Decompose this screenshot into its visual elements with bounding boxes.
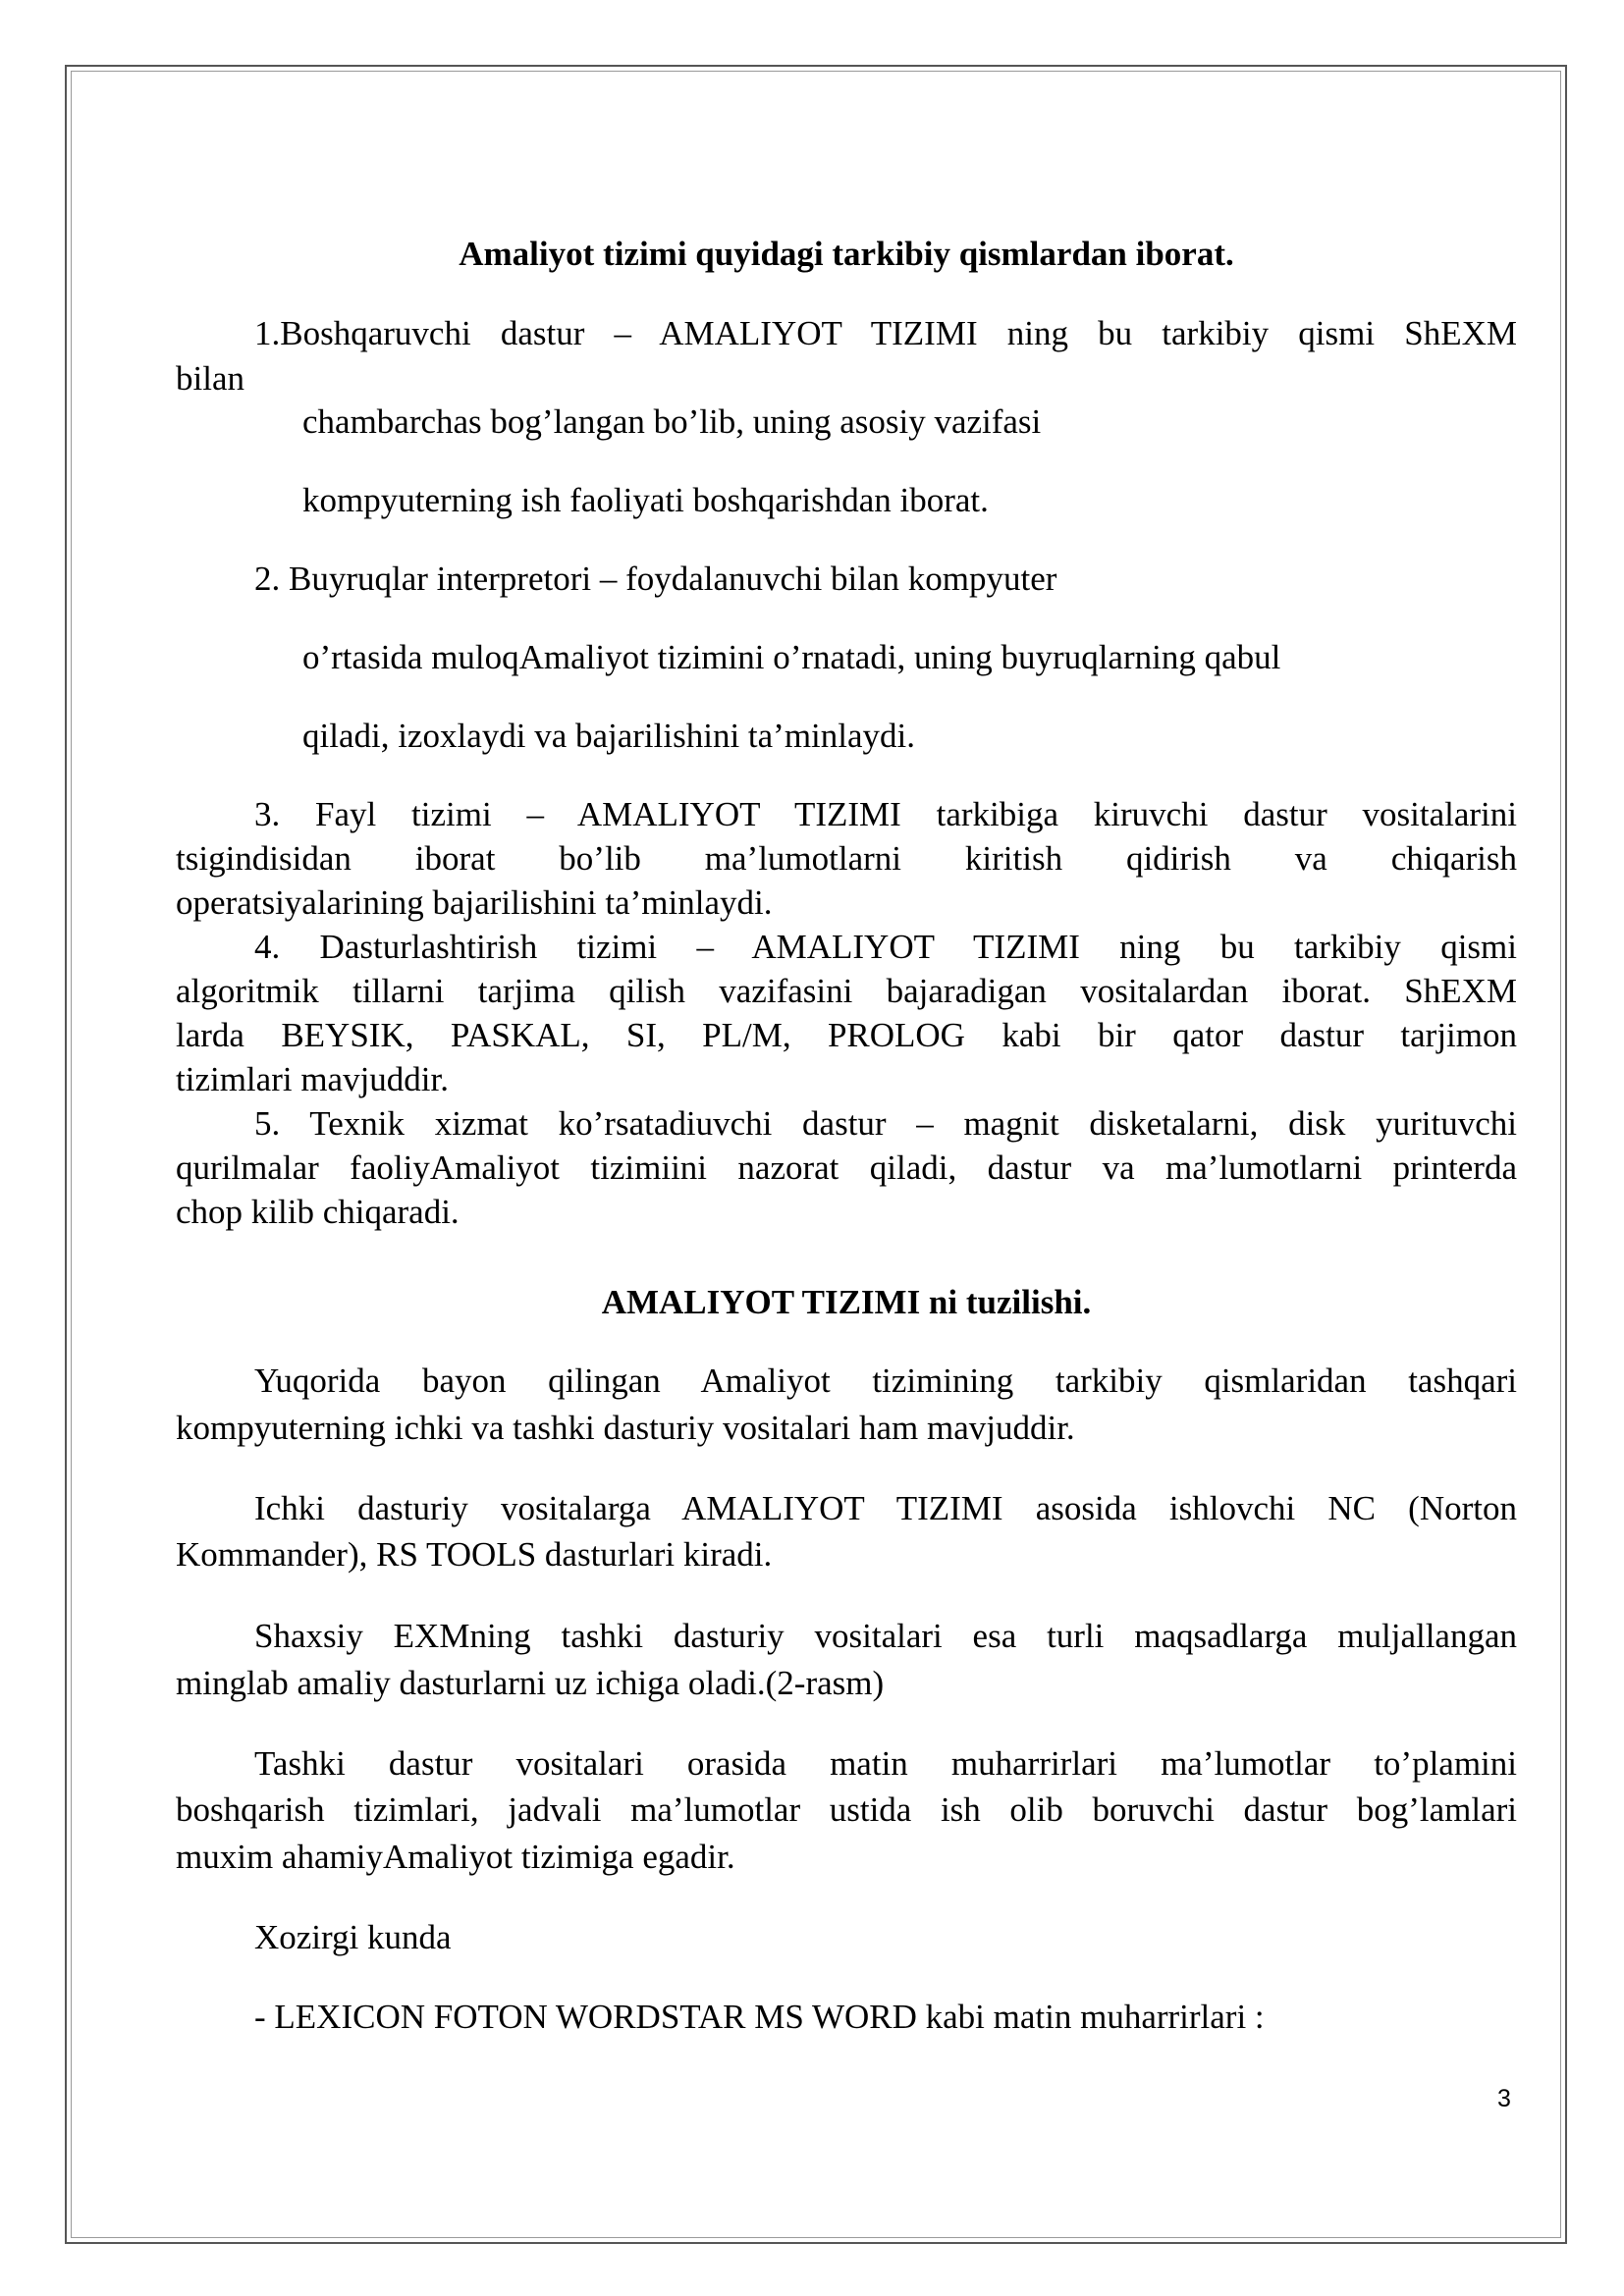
- item3-line1: 3. Fayl tizimi – AMALIYOT TIZIMI tarkibiga kiruvchi dastur vositalarini: [254, 795, 1517, 833]
- para1-line2: kompyuterning ichki va tashki dasturiy vositalari ham mavjuddir.: [176, 1409, 1075, 1447]
- para2-line1: Ichki dasturiy vositalarga AMALIYOT TIZIMI asosida ishlovchi NC (Norton: [254, 1489, 1517, 1527]
- item4-line2: algoritmik tillarni tarjima qilish vazifasini bajaradigan vositalardan iborat. ShEXM: [176, 972, 1517, 1010]
- item1-line3: chambarchas bog’langan bo’lib, uning asosiy vazifasi: [302, 402, 1042, 441]
- para4-line1: Tashki dastur vositalari orasida matin muharrirlari ma’lumotlar to’plamini: [254, 1744, 1517, 1783]
- item1-line4: kompyuterning ish faoliyati boshqarishdan iborat.: [302, 481, 989, 519]
- section-title-components: Amaliyot tizimi quyidagi tarkibiy qismlardan iborat.: [459, 235, 1234, 273]
- para4-line3: muxim ahamiyAmaliyot tizimiga egadir.: [176, 1838, 735, 1876]
- section-title-structure: AMALIYOT TIZIMI ni tuzilishi.: [601, 1283, 1092, 1321]
- item4-line4: tizimlari mavjuddir.: [176, 1060, 450, 1098]
- para5: Xozirgi kunda: [254, 1918, 452, 1956]
- item3-line3: operatsiyalarining bajarilishini ta’minlaydi.: [176, 883, 773, 922]
- item1-line1: 1.Boshqaruvchi dastur – AMALIYOT TIZIMI ning bu tarkibiy qismi ShEXM: [254, 314, 1517, 352]
- item2-line3: qiladi, izoxlaydi va bajarilishini ta’minlaydi.: [302, 717, 916, 755]
- item5-line1: 5. Texnik xizmat ko’rsatadiuvchi dastur – magnit disketalarni, disk yurituvchi: [254, 1104, 1517, 1143]
- item4-line3: larda BEYSIK, PASKAL, SI, PL/M, PROLOG kabi bir qator dastur tarjimon: [176, 1016, 1517, 1054]
- item5-line2: qurilmalar faoliyAmaliyot tizimiini nazorat qiladi, dastur va ma’lumotlarni printerda: [176, 1148, 1517, 1187]
- para4-line2: boshqarish tizimlari, jadvali ma’lumotlar ustida ish olib boruvchi dastur bog’lamlari: [176, 1790, 1517, 1829]
- item2-line2: o’rtasida muloqAmaliyot tizimini o’rnatadi, uning buyruqlarning qabul: [302, 638, 1281, 676]
- para3-line2: minglab amaliy dasturlarni uz ichiga oladi.(2-rasm): [176, 1664, 885, 1702]
- item1-line2: bilan: [176, 359, 244, 398]
- item4-line1: 4. Dasturlashtirish tizimi – AMALIYOT TIZIMI ning bu tarkibiy qismi: [254, 928, 1517, 966]
- page-number: 3: [1497, 2085, 1511, 2112]
- para6: - LEXICON FOTON WORDSTAR MS WORD kabi matin muharrirlari :: [254, 1998, 1265, 2036]
- item5-line3: chop kilib chiqaradi.: [176, 1193, 460, 1231]
- para1-line1: Yuqorida bayon qilingan Amaliyot tizimining tarkibiy qismlaridan tashqari: [254, 1362, 1517, 1400]
- para3-line1: Shaxsiy EXMning tashki dasturiy vositalari esa turli maqsadlarga muljallangan: [254, 1617, 1517, 1655]
- item2-line1: 2. Buyruqlar interpretori – foydalanuvchi bilan kompyuter: [254, 560, 1057, 598]
- para2-line2: Kommander), RS TOOLS dasturlari kiradi.: [176, 1535, 773, 1574]
- item3-line2: tsigindisidan iborat bo’lib ma’lumotlarni kiritish qidirish va chiqarish: [176, 839, 1517, 878]
